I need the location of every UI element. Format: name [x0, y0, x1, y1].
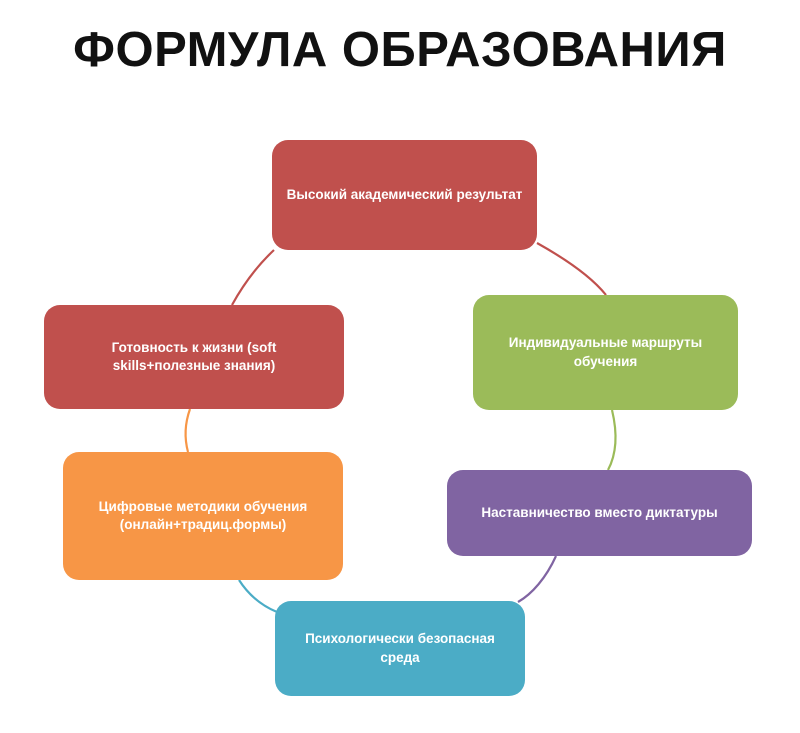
connector-right2-bottom — [518, 556, 556, 602]
connector-left2-left1 — [186, 409, 190, 452]
diagram-node-bottom[interactable] — [275, 601, 525, 696]
diagram-node-left1-label: Готовность к жизни (soft skills+полезные знания) — [111, 339, 277, 373]
diagram-node-top[interactable] — [272, 140, 537, 250]
diagram-node-left2-label: Цифровые методики обучения (онлайн+традиц.формы) — [98, 498, 308, 532]
connector-bottom-left2 — [239, 580, 277, 612]
connector-top-right1 — [537, 243, 606, 295]
diagram-node-left1[interactable] — [44, 305, 344, 409]
connector-left1-top — [232, 250, 274, 305]
diagram-node-left2[interactable] — [63, 452, 343, 580]
diagram-node-right1[interactable] — [473, 295, 738, 410]
diagram-node-right1-label: Индивидуальные маршруты обучения — [508, 335, 703, 369]
diagram-node-bottom-label: Психологически безопасная среда — [305, 631, 495, 665]
connector-right1-right2 — [608, 410, 615, 470]
page-title: ФОРМУЛА ОБРАЗОВАНИЯ — [73, 23, 727, 77]
diagram-node-right2[interactable] — [447, 470, 752, 556]
diagram-node-top-label: Высокий академический результат — [286, 186, 523, 202]
diagram-node-right2-label: Наставничество вместо диктатуры — [481, 504, 718, 520]
